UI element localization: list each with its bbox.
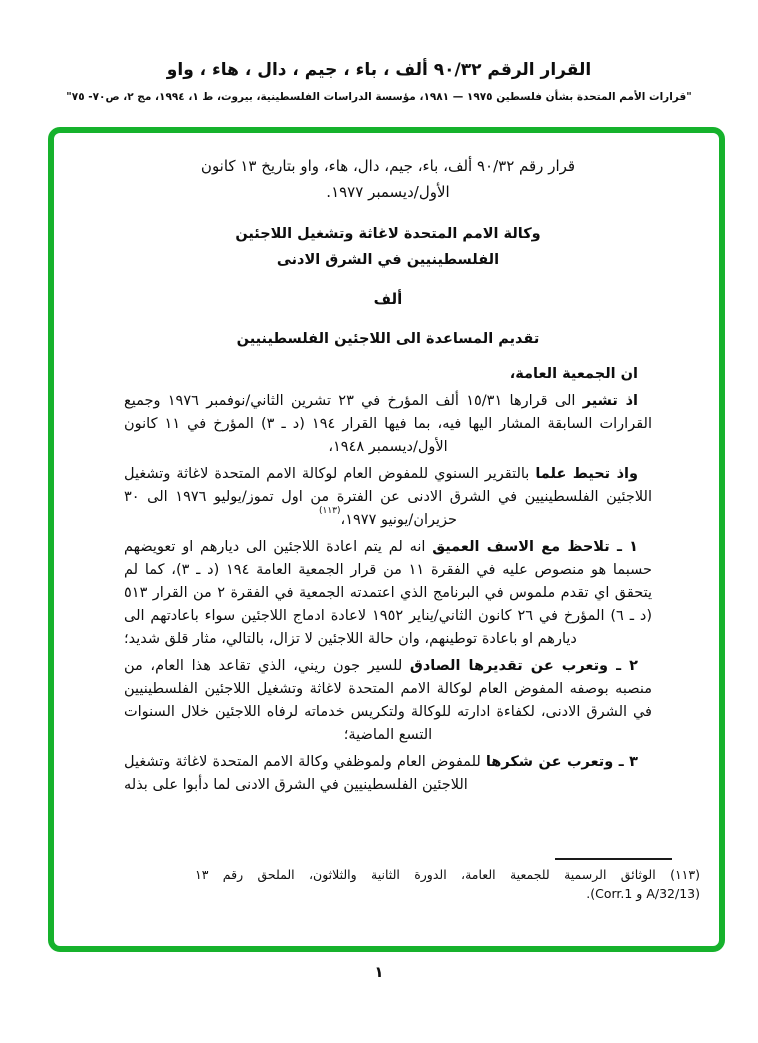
footnote-separator [555,858,672,860]
page-number: ١ [374,963,384,981]
operative-paragraph-3-lead: ٣ ـ وتعرب عن شكرها [485,754,638,770]
operative-paragraph-2-lead: ٢ ـ وتعرب عن تقديرها الصادق [409,658,638,674]
section-letter: ألف [373,290,403,308]
operative-paragraph-3-text: للمفوض العام ولموظفي وكالة الامم المتحدة لاغاثة وتشغيل اللاجئين الفلسطينيين في الشرق الادنى لما دأبوا على بذله [124,754,486,793]
page-header-title: القرار الرقم ٩٠/٣٢ ألف ، باء ، جيم ، دال ، هاء ، واو [166,60,592,80]
page-header-source: "قرارات الأمم المتحدة بشأن فلسطين ١٩٧٥ — ١٩٨١، مؤسسة الدراسات الفلسطينية، بيروت، ط ١، ١٩٩٤، مج ٢، ص٧٠- ٧٥" [66,91,692,103]
operative-paragraph-1-text: انه لم يتم اعادة اللاجئين الى ديارهم او تعويضهم حسبما هو منصوص عليه في الفقرة ١١ من قرار الجمعية العامة ١٩٤ (د ـ ٣)، كما لم يتحقق اي تقدم ملموس في البرنامج الذي اعتمدته الجمعية في الفقرة ٢ من القرار ٥١٣ (د ـ ٦) المؤرخ في ٢٦ كانون الثاني/يناير ١٩٥٢ لاعادة ادماج اللاجئين سواء باعادتهم الى ديارهم او باعادة توطينهم، وان حالة اللاجئين لا تزال، بالتالي، مثار قلق شديد؛ [124,539,652,647]
operative-paragraph-3 [124,751,652,797]
paragraph-recalling-lead: اذ تشير [582,393,639,409]
subject-title: تقديم المساعدة الى اللاجئين الفلسطينيين [236,331,540,347]
operative-paragraph-1 [124,536,652,651]
operative-paragraph-1-lead: ١ ـ تلاحظ مع الاسف العميق [432,539,638,555]
footnote-line1: (١١٣) الوثائق الرسمية للجمعية العامة، الدورة الثانية والثلاثون، الملحق رقم ١٣ [195,867,700,882]
paragraph-taking-note-lead: واذ تحيط علما [535,466,638,482]
agency-title [124,221,652,273]
preamble-opening: ان الجمعية العامة، [509,366,638,382]
footnote-reference-marker: (١١٣) [319,506,341,517]
paragraph-taking-note [124,463,652,532]
resolution-content [124,153,652,797]
footnote [195,865,700,903]
footnote-line2-text: (A/32/13 و Corr.1). [586,886,700,901]
agency-title-line2: الفلسطينيين في الشرق الادنى [276,252,500,268]
operative-paragraph-2-text: للسير جون ريني، الذي تقاعد هذا العام، من منصبه بوصفه المفوض العام لوكالة الامم المتحدة لاغاثة وتشغيل اللاجئين الفلسطينيين في الشرق الادنى، لكفاءة ادارته للوكالة ولتكريس خدماته لرفاه اللاجئين خلال السنوات التسع الماضية؛ [124,658,652,743]
agency-title-line1: وكالة الامم المتحدة لاغاثة وتشغيل اللاجئين [235,226,541,242]
resolution-intro-line1: قرار رقم ٩٠/٣٢ ألف، باء، جيم، دال، هاء، واو بتاريخ ١٣ كانون [200,157,576,175]
footnote-line2 [195,884,700,903]
resolution-frame [48,127,725,952]
paragraph-recalling [124,390,652,459]
resolution-intro [124,153,652,205]
resolution-intro-line2: الأول/ديسمبر ١٩٧٧. [326,183,450,201]
paragraph-recalling-text: الى قرارها ١٥/٣١ ألف المؤرخ في ٢٣ تشرين الثاني/نوفمبر ١٩٧٦ وجميع القرارات السابقة المشار اليها فيه، بما فيها القرار ١٩٤ (د ـ ٣) المؤرخ في ١١ كانون الأول/ديسمبر ١٩٤٨، [124,393,652,455]
paragraph-taking-note-text: بالتقرير السنوي للمفوض العام لوكالة الامم المتحدة لاغاثة وتشغيل اللاجئين الفلسطينيين في الشرق الادنى عن الفترة من اول تموز/يوليو ١٩٧٦ الى ٣٠ حزيران/يونيو ١٩٧٧، [124,466,652,528]
operative-paragraph-2 [124,655,652,747]
